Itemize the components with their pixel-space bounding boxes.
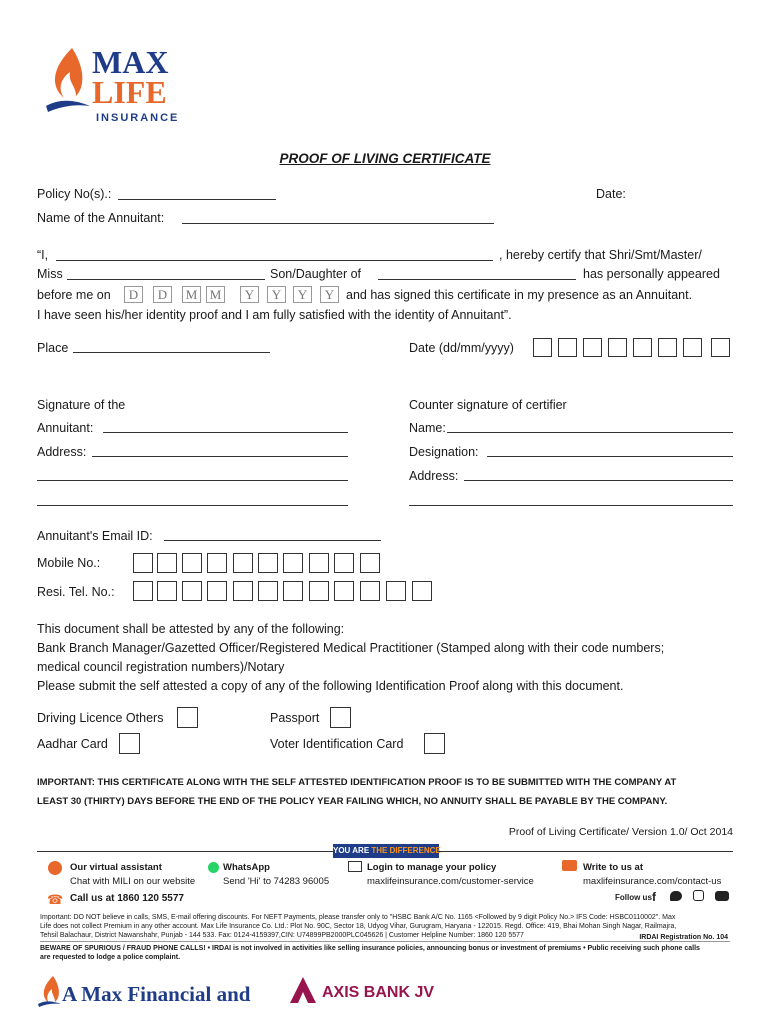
jv-text: A Max Financial and xyxy=(62,982,251,1006)
attest-line-1: This document shall be attested by any of the following: xyxy=(37,622,345,636)
resi-digit-11[interactable] xyxy=(386,581,406,601)
login-icon xyxy=(348,861,362,872)
date-box-d1[interactable]: D xyxy=(124,286,143,303)
annuitant-sign-field[interactable] xyxy=(103,432,348,433)
logo-insurance: INSURANCE xyxy=(96,112,180,124)
flame-icon xyxy=(42,46,92,116)
before-label: before me on xyxy=(37,288,111,302)
date-box-y1[interactable]: Y xyxy=(240,286,259,303)
date-digit-5[interactable] xyxy=(633,338,652,357)
date-digit-3[interactable] xyxy=(583,338,602,357)
i-label: “I, xyxy=(37,248,49,262)
seen-text: I have seen his/her identity proof and I am fully satisfied with the identity of Annuitant”. xyxy=(37,308,512,322)
date-box-m1[interactable]: M xyxy=(182,286,201,303)
resi-digit-2[interactable] xyxy=(157,581,177,601)
voter-id-checkbox[interactable] xyxy=(424,733,445,754)
email-label: Annuitant's Email ID: xyxy=(37,529,153,543)
date-format-label: Date (dd/mm/yyyy) xyxy=(409,341,514,355)
certifier-name-label: Name: xyxy=(409,421,446,435)
resi-digit-8[interactable] xyxy=(309,581,329,601)
date-digit-4[interactable] xyxy=(608,338,627,357)
max-life-logo xyxy=(40,46,190,130)
assistant-title: Our virtual assistant xyxy=(70,862,162,873)
resi-digit-10[interactable] xyxy=(360,581,380,601)
certifier-address-label: Address: xyxy=(409,469,459,483)
difference-banner xyxy=(333,844,439,858)
aadhar-label: Aadhar Card xyxy=(37,737,108,751)
mobile-label: Mobile No.: xyxy=(37,556,101,570)
login-title: Login to manage your policy xyxy=(367,862,497,873)
date-digit-7[interactable] xyxy=(683,338,702,357)
legal-line-3: Tehsil Balachaur, District Nawanshahr, Punjab - 144 533. Fax: 0124-4159397,CIN: U74899PB2000PLC045626 | Customer Helpline Number: 1860 120 5577 xyxy=(40,932,524,939)
write-sub[interactable]: maxlifeinsurance.com/contact-us xyxy=(583,876,722,887)
aadhar-checkbox[interactable] xyxy=(119,733,140,754)
passport-checkbox[interactable] xyxy=(330,707,351,728)
youtube-icon[interactable] xyxy=(715,891,729,901)
login-sub[interactable]: maxlifeinsurance.com/customer-service xyxy=(367,876,534,887)
attest-line-2: Bank Branch Manager/Gazetted Officer/Registered Medical Practitioner (Stamped along with their code numbers; xyxy=(37,641,665,655)
beware-text xyxy=(40,944,740,962)
whatsapp-icon xyxy=(208,862,219,873)
assistant-icon xyxy=(48,861,62,875)
mobile-digit-3[interactable] xyxy=(182,553,202,573)
date-box-y4[interactable]: Y xyxy=(320,286,339,303)
call-text[interactable]: Call us at 1860 120 5577 xyxy=(70,893,184,904)
mobile-digit-5[interactable] xyxy=(233,553,253,573)
beware-line-1: BEWARE OF SPURIOUS / FRAUD PHONE CALLS! • IRDAI is not involved in activities like selling insurance policies, announcing bonus or investment of premiums • Public receiving such phone calls xyxy=(40,945,700,952)
annuitant-name-label: Name of the Annuitant: xyxy=(37,211,165,225)
resi-digit-4[interactable] xyxy=(207,581,227,601)
axis-bank-text: AXIS BANK JV xyxy=(322,984,435,1001)
mobile-digit-9[interactable] xyxy=(334,553,354,573)
annuitant-name-field[interactable] xyxy=(182,223,494,224)
important-line-2: LEAST 30 (THIRTY) DAYS BEFORE THE END OF THE POLICY YEAR FAILING WHICH, NO ANNUITY SHALL BE PAYABLE BY THE COMPANY. xyxy=(37,796,668,807)
max-flame-small-icon xyxy=(37,975,63,1007)
date-digit-6[interactable] xyxy=(658,338,677,357)
place-label: Place xyxy=(37,341,69,355)
certifier-name-line[interactable] xyxy=(447,432,733,433)
important-line-1: IMPORTANT: THIS CERTIFICATE ALONG WITH THE SELF ATTESTED IDENTIFICATION PROOF IS TO BE SUBMITTED WITH THE COMPANY AT xyxy=(37,777,677,788)
date-box-y2[interactable]: Y xyxy=(267,286,286,303)
legal-line-2: Life does not collect Premium in any other account. Max Life Insurance Co. Ltd.: Plot No. 90C, Sector 18, Udyog Vihar, Gurugram, Haryana - 122015. Regd. Office: 419, Bhai Mohan Singh Nagar, Railmajra, xyxy=(40,923,677,930)
annuitant-sign-label: Annuitant: xyxy=(37,421,94,435)
date-digit-2[interactable] xyxy=(558,338,577,357)
son-daughter-label: Son/Daughter of xyxy=(270,267,362,281)
phone-icon: ☎ xyxy=(47,892,64,907)
date-box-d2[interactable]: D xyxy=(153,286,172,303)
legal-text xyxy=(40,913,740,940)
follow-text: Follow us xyxy=(615,893,652,902)
place-field[interactable] xyxy=(73,352,270,353)
mobile-digit-1[interactable] xyxy=(133,553,153,573)
whatsapp-title: WhatsApp xyxy=(223,862,270,873)
driving-licence-checkbox[interactable] xyxy=(177,707,198,728)
parent-field[interactable] xyxy=(378,279,576,280)
date-digit-1[interactable] xyxy=(533,338,552,357)
appeared-text: has personally appeared xyxy=(583,267,720,281)
logo-life: LIFE xyxy=(92,74,167,110)
twitter-icon[interactable] xyxy=(670,891,682,901)
legal-line-1: Important: DO NOT believe in calls, SMS, E-mail offering discounts. For NEFT Payments, please transfer only to "HSBC Bank A/C No. 1165 <Followed by 9 digit Policy No.> IFS Code: HSBC0110002". Max xyxy=(40,914,676,921)
write-title: Write to us at xyxy=(583,862,643,873)
certifier-name-field[interactable] xyxy=(56,260,493,261)
annuitant-address-field-1[interactable] xyxy=(92,456,348,457)
certifier-address-field-2[interactable] xyxy=(409,505,733,506)
policy-field[interactable] xyxy=(118,199,276,200)
instagram-icon[interactable] xyxy=(693,890,704,901)
banner-part-a: YOU ARE xyxy=(333,846,372,855)
counter-signature-label: Counter signature of certifier xyxy=(409,398,567,412)
policy-label: Policy No(s).: xyxy=(37,187,112,201)
signed-text: and has signed this certificate in my presence as an Annuitant. xyxy=(346,288,693,302)
annuitant-field[interactable] xyxy=(67,279,265,280)
banner-part-b: THE DIFFERENCE xyxy=(371,846,441,855)
mobile-digit-8[interactable] xyxy=(309,553,329,573)
certifier-address-field-1[interactable] xyxy=(464,480,733,481)
resi-tel-label: Resi. Tel. No.: xyxy=(37,585,115,599)
logo-max: MAX xyxy=(92,44,169,80)
miss-label: Miss xyxy=(37,267,63,281)
annuitant-address-field-2[interactable] xyxy=(37,480,348,481)
annuitant-address-label: Address: xyxy=(37,445,87,459)
irdai-reg: IRDAI Registration No. 104 xyxy=(639,934,728,941)
signature-label: Signature of the xyxy=(37,398,126,412)
legal-divider xyxy=(40,941,730,942)
designation-label: Designation: xyxy=(409,445,479,459)
resi-digit-7[interactable] xyxy=(283,581,303,601)
date-label: Date: xyxy=(596,187,626,201)
mobile-digit-4[interactable] xyxy=(207,553,227,573)
date-box-m2[interactable]: M xyxy=(206,286,225,303)
mobile-digit-2[interactable] xyxy=(157,553,177,573)
resi-digit-5[interactable] xyxy=(233,581,253,601)
designation-field[interactable] xyxy=(487,456,733,457)
date-box-y3[interactable]: Y xyxy=(293,286,312,303)
page-title: PROOF OF LIVING CERTIFICATE xyxy=(279,151,491,166)
mobile-digit-7[interactable] xyxy=(283,553,303,573)
mobile-digit-6[interactable] xyxy=(258,553,278,573)
passport-label: Passport xyxy=(270,711,320,725)
date-digit-8[interactable] xyxy=(711,338,730,357)
attest-line-3: medical council registration numbers)/Notary xyxy=(37,660,285,674)
axis-bank-icon xyxy=(288,975,318,1005)
resi-digit-1[interactable] xyxy=(133,581,153,601)
mail-icon xyxy=(562,860,577,871)
resi-digit-3[interactable] xyxy=(182,581,202,601)
annuitant-address-field-3[interactable] xyxy=(37,505,348,506)
version-text: Proof of Living Certificate/ Version 1.0/ Oct 2014 xyxy=(508,826,733,838)
resi-digit-6[interactable] xyxy=(258,581,278,601)
assistant-sub[interactable]: Chat with MILI on our website xyxy=(70,876,196,887)
certify-text: , hereby certify that Shri/Smt/Master/ xyxy=(499,248,702,262)
resi-digit-9[interactable] xyxy=(334,581,354,601)
email-field[interactable] xyxy=(164,540,381,541)
beware-line-2: are requested to lodge a police complaint. xyxy=(40,954,181,961)
whatsapp-sub[interactable]: Send 'Hi' to 74283 96005 xyxy=(223,876,330,887)
mobile-digit-10[interactable] xyxy=(360,553,380,573)
driving-licence-label: Driving Licence Others xyxy=(37,711,164,725)
facebook-icon[interactable]: f xyxy=(652,890,656,904)
resi-digit-12[interactable] xyxy=(412,581,432,601)
attest-line-4: Please submit the self attested a copy of any of the following Identification Proof along with this document. xyxy=(37,679,624,693)
voter-id-label: Voter Identification Card xyxy=(270,737,404,751)
